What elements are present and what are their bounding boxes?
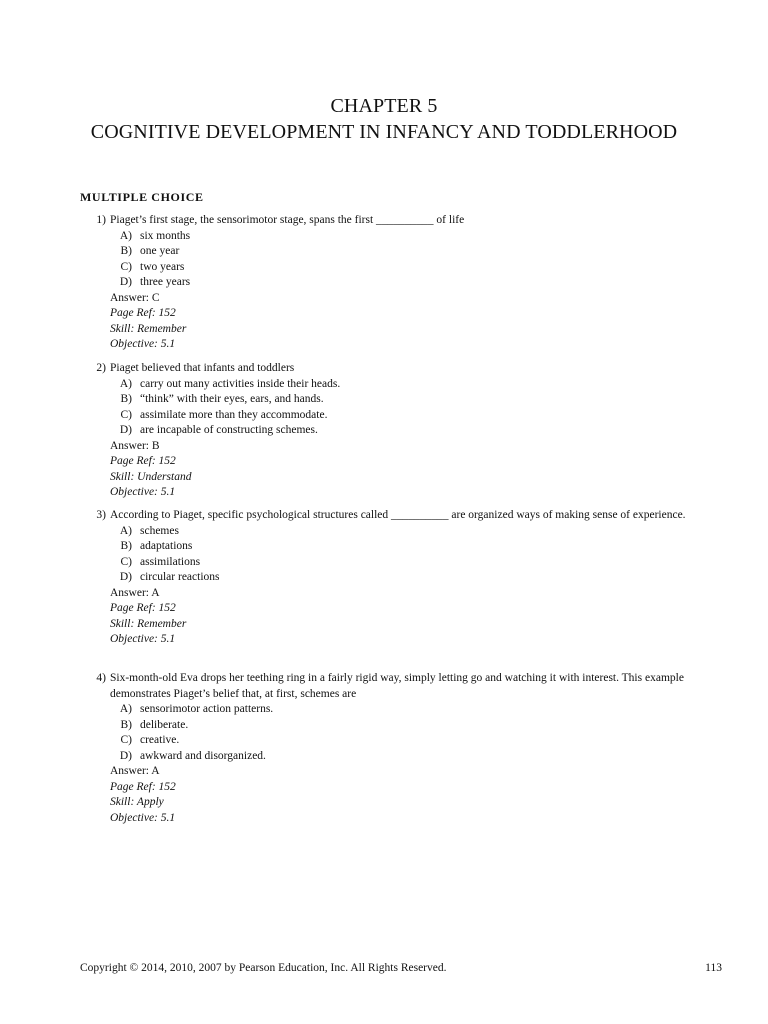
option-text: are incapable of constructing schemes. bbox=[140, 424, 318, 436]
option-text: creative. bbox=[140, 734, 180, 746]
question-2 bbox=[80, 361, 720, 501]
option-text: one year bbox=[140, 245, 180, 257]
option-d bbox=[80, 749, 720, 765]
objective: Objective: 5.1 bbox=[110, 811, 176, 824]
option-letter: C) bbox=[120, 408, 132, 421]
objective: Objective: 5.1 bbox=[110, 486, 176, 498]
option-letter: B) bbox=[120, 393, 132, 405]
option-text: awkward and disorganized. bbox=[140, 749, 266, 762]
answer: Answer: A bbox=[110, 586, 160, 599]
option-letter: C) bbox=[120, 260, 132, 273]
skill: Skill: Understand bbox=[110, 470, 192, 483]
option-text: circular reactions bbox=[140, 571, 220, 583]
footer-copyright: Copyright © 2014, 2010, 2007 by Pearson Education, Inc. All Rights Reserved. bbox=[80, 962, 447, 974]
question-stem: Six-month-old Eva drops her teething ring in a fairly rigid way, simply letting go and watching it with interest. This example demonstrates Piaget’s belief that, at first, schemes are bbox=[110, 672, 684, 700]
answer: Answer: B bbox=[110, 439, 160, 452]
option-letter: A) bbox=[119, 703, 132, 715]
option-text: assimilations bbox=[140, 555, 201, 568]
question-stem: Piaget’s first stage, the sensorimotor stage, spans the first __________ of life bbox=[110, 214, 465, 226]
option-text: six months bbox=[140, 229, 191, 242]
option-c bbox=[80, 408, 720, 424]
page-number: 113 bbox=[705, 962, 722, 974]
option-text: schemes bbox=[140, 524, 179, 537]
option-letter: C) bbox=[120, 555, 132, 568]
question-4 bbox=[80, 671, 720, 826]
option-d bbox=[80, 275, 720, 291]
option-b bbox=[80, 244, 720, 260]
page-ref: Page Ref: 152 bbox=[110, 455, 176, 467]
option-b bbox=[80, 718, 720, 734]
option-text: sensorimotor action patterns. bbox=[140, 703, 274, 715]
page-ref: Page Ref: 152 bbox=[110, 780, 176, 793]
section-heading: MULTIPLE CHOICE bbox=[80, 190, 204, 204]
option-letter: D) bbox=[119, 571, 132, 583]
option-b bbox=[80, 392, 720, 408]
page-ref: Page Ref: 152 bbox=[110, 307, 176, 319]
chapter-number: CHAPTER 5 bbox=[330, 95, 438, 117]
option-d bbox=[80, 423, 720, 439]
option-letter: D) bbox=[119, 424, 132, 436]
option-a bbox=[80, 702, 720, 718]
question-stem: Piaget believed that infants and toddlers bbox=[110, 362, 295, 374]
option-d bbox=[80, 570, 720, 586]
question-3 bbox=[80, 508, 720, 648]
question-number: 2) bbox=[96, 362, 106, 374]
option-c bbox=[80, 555, 720, 571]
option-text: assimilate more than they accommodate. bbox=[140, 408, 328, 421]
objective: Objective: 5.1 bbox=[110, 633, 176, 645]
question-number: 3) bbox=[96, 509, 106, 521]
option-letter: B) bbox=[120, 718, 132, 731]
option-text: deliberate. bbox=[140, 718, 189, 731]
option-text: three years bbox=[140, 276, 191, 288]
option-c bbox=[80, 733, 720, 749]
option-a bbox=[80, 229, 720, 245]
option-letter: A) bbox=[119, 377, 132, 390]
option-letter: D) bbox=[119, 749, 132, 762]
answer: Answer: C bbox=[110, 291, 160, 304]
option-c bbox=[80, 260, 720, 276]
question-stem: According to Piaget, specific psychological structures called __________ are organized ways of making sense of experience. bbox=[110, 509, 686, 521]
option-letter: B) bbox=[120, 540, 132, 552]
option-text: two years bbox=[140, 260, 185, 273]
question-1 bbox=[80, 213, 720, 353]
option-text: carry out many activities inside their heads. bbox=[140, 377, 341, 390]
answer: Answer: A bbox=[110, 765, 160, 777]
page-ref: Page Ref: 152 bbox=[110, 602, 176, 614]
option-a bbox=[80, 377, 720, 393]
objective: Objective: 5.1 bbox=[110, 338, 176, 350]
skill: Skill: Remember bbox=[110, 322, 187, 335]
option-letter: C) bbox=[120, 734, 132, 746]
option-letter: D) bbox=[119, 276, 132, 288]
option-letter: A) bbox=[119, 229, 132, 242]
option-letter: A) bbox=[119, 524, 132, 537]
option-letter: B) bbox=[120, 245, 132, 257]
skill: Skill: Apply bbox=[110, 796, 164, 808]
skill: Skill: Remember bbox=[110, 617, 187, 630]
option-text: adaptations bbox=[140, 540, 193, 552]
option-text: “think” with their eyes, ears, and hands. bbox=[140, 393, 324, 405]
option-b bbox=[80, 539, 720, 555]
question-number: 4) bbox=[96, 672, 106, 684]
chapter-title: COGNITIVE DEVELOPMENT IN INFANCY AND TODDLERHOOD bbox=[90, 121, 678, 143]
question-number: 1) bbox=[96, 214, 106, 226]
option-a bbox=[80, 524, 720, 540]
